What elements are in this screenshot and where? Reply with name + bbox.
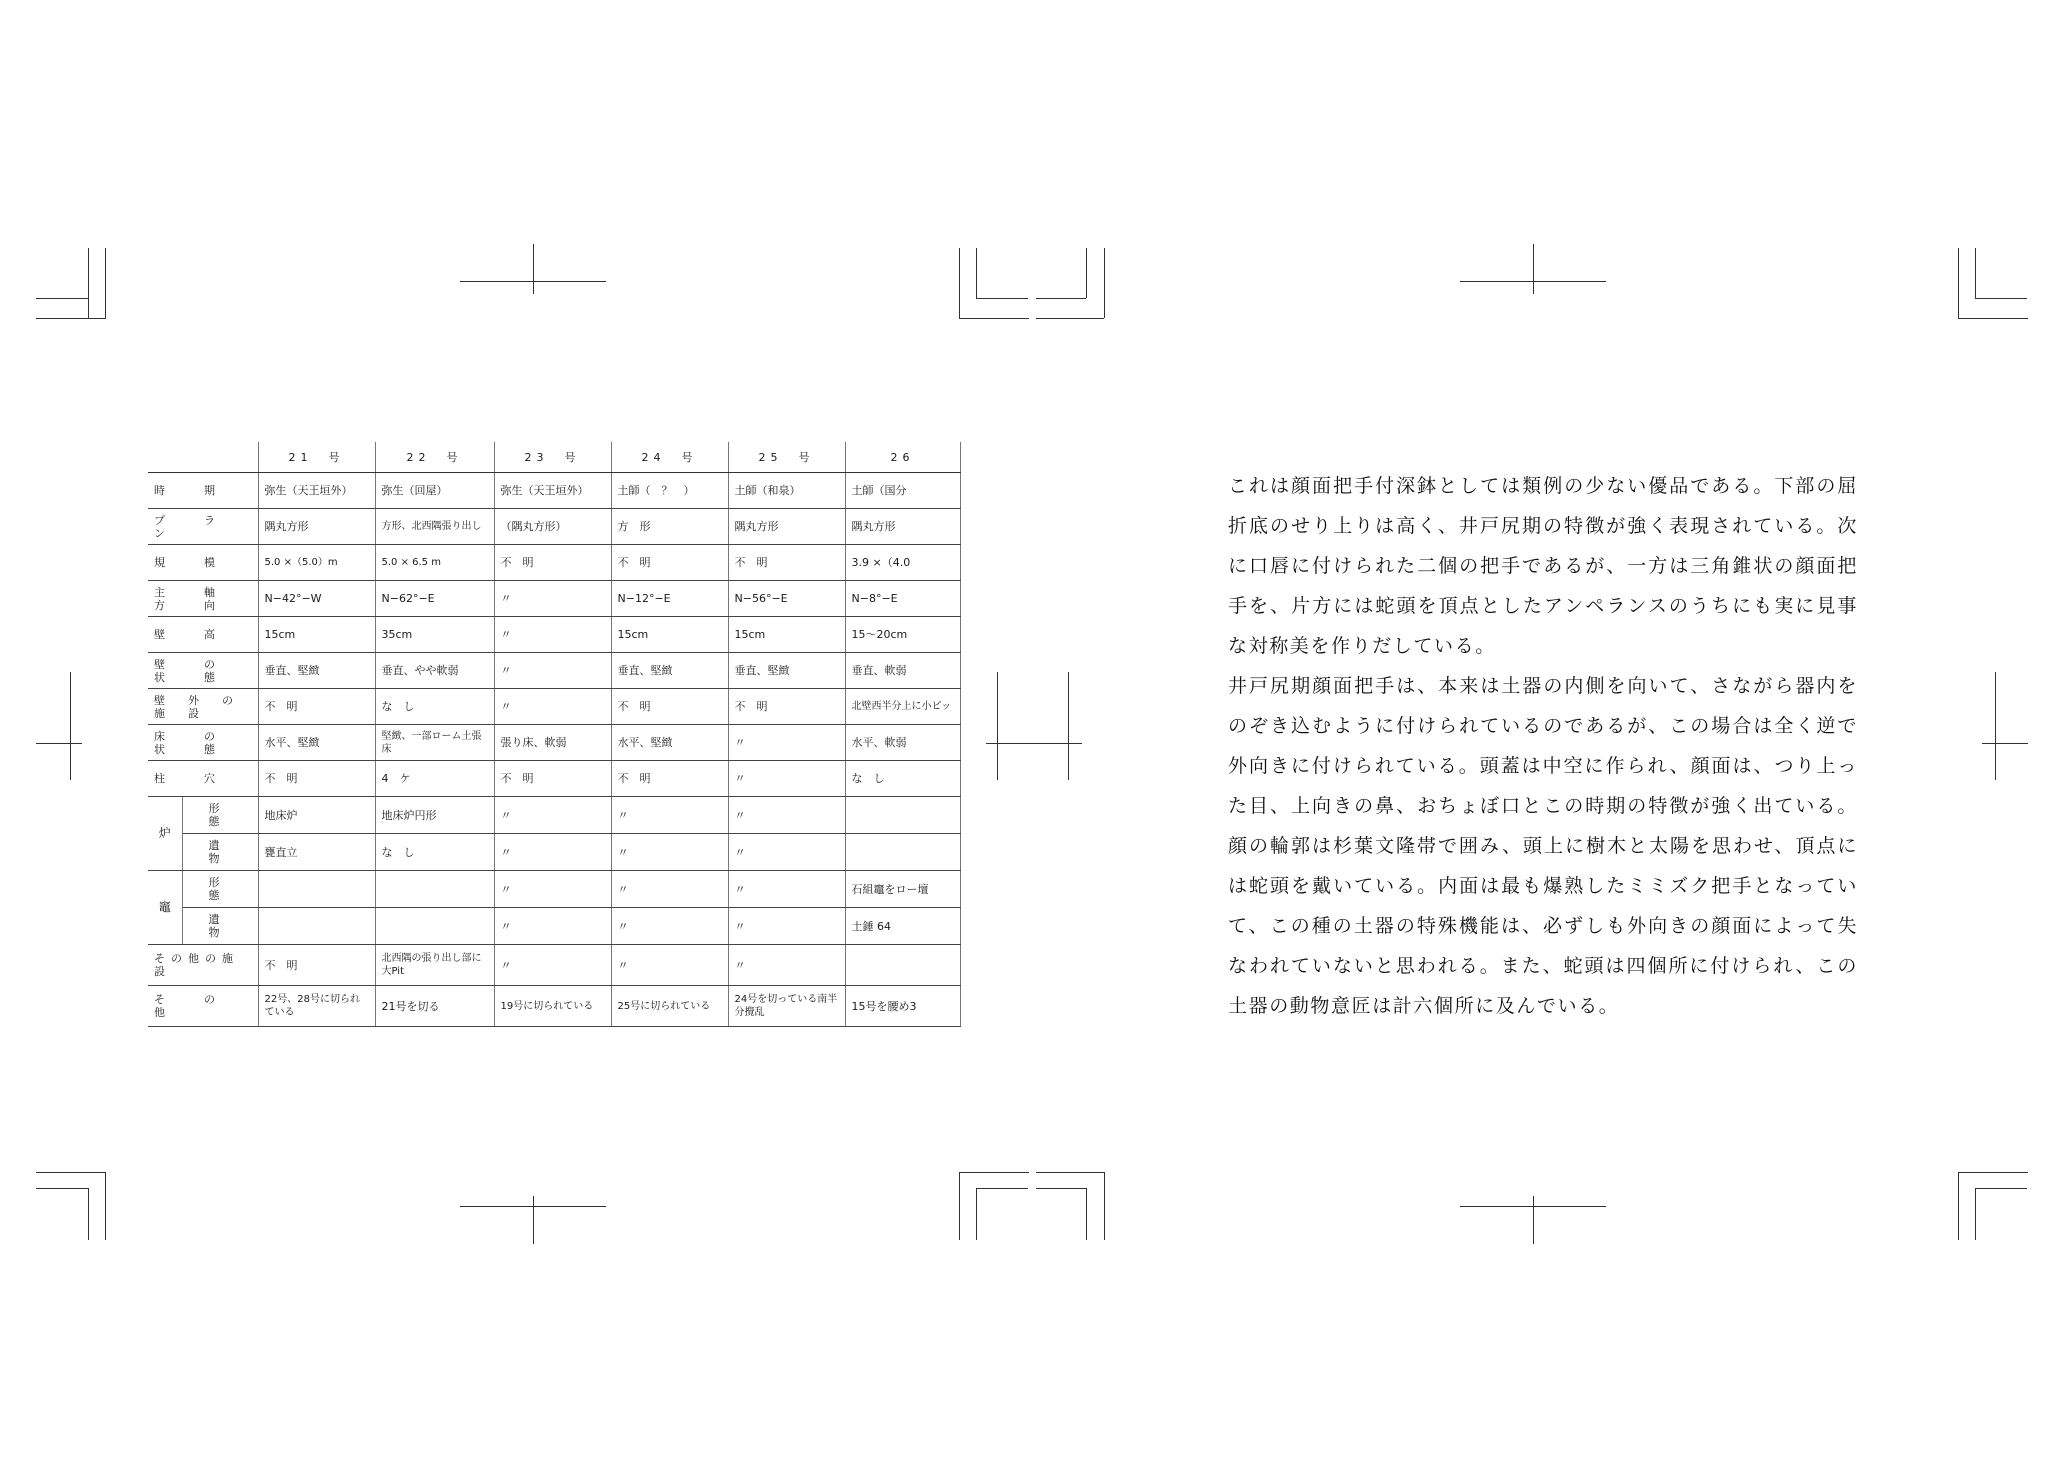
crop-mark [1975, 1188, 1976, 1240]
crop-mark [1982, 743, 2028, 744]
crop-mark [105, 248, 106, 318]
table-cell [375, 908, 494, 945]
crop-mark [1036, 1172, 1104, 1173]
crop-mark [533, 1196, 534, 1244]
table-cell: 22号、28号に切られている [258, 986, 375, 1027]
table-cell: 堅緻、一部ローム土張床 [375, 725, 494, 761]
table-cell: 15cm [258, 617, 375, 653]
row-label: 時 期 [148, 473, 258, 509]
crop-mark [959, 248, 960, 318]
table-cell: N−62°−E [375, 581, 494, 617]
table-cell: な し [845, 761, 960, 797]
table-row [148, 509, 960, 545]
crop-mark [105, 1172, 106, 1240]
table-cell: 甕直立 [258, 834, 375, 871]
table-row [148, 545, 960, 581]
table-cell: 水平、堅緻 [611, 725, 728, 761]
table-row [148, 871, 960, 908]
table-cell: 〃 [494, 653, 611, 689]
crop-mark [1036, 298, 1086, 299]
table-cell [258, 871, 375, 908]
group-label: 炉 [148, 797, 182, 871]
crop-mark [997, 672, 998, 780]
table-cell: 3.9 ×（4.0 [845, 545, 960, 581]
table-cell: 隅丸方形 [845, 509, 960, 545]
table-cell: 5.0 ×（5.0）m [258, 545, 375, 581]
table-cell: 15cm [728, 617, 845, 653]
crop-mark [36, 1172, 106, 1173]
crop-mark [976, 298, 1028, 299]
table-cell: 垂直、やや軟弱 [375, 653, 494, 689]
table-cell: 35cm [375, 617, 494, 653]
table-cell: 弥生（天王垣外） [258, 473, 375, 509]
table-cell: 土錘 64 [845, 908, 960, 945]
crop-mark [1975, 1188, 2027, 1189]
table-cell: 石組竈をロー壇 [845, 871, 960, 908]
crop-mark [1086, 248, 1087, 298]
table-cell: 〃 [494, 908, 611, 945]
row-label: プ ラ ン [148, 509, 258, 545]
crop-mark [959, 318, 1029, 319]
table-cell: 方形、北西隅張り出し [375, 509, 494, 545]
table-cell: 15号を腰め3 [845, 986, 960, 1027]
crop-mark [1036, 1188, 1086, 1189]
table-cell: 不 明 [611, 761, 728, 797]
row-label: 壁 の 状 態 [148, 653, 258, 689]
table-cell: 不 明 [494, 761, 611, 797]
table-cell: 〃 [728, 908, 845, 945]
table-cell: 〃 [494, 689, 611, 725]
table-header-cell [148, 442, 258, 473]
table-cell [375, 871, 494, 908]
table-cell: 15〜20cm [845, 617, 960, 653]
crop-mark [1995, 672, 1996, 780]
table-row [148, 617, 960, 653]
row-label: 遺 物 [182, 834, 258, 871]
crop-mark [533, 244, 534, 294]
table-cell: 土師（ ？ ） [611, 473, 728, 509]
crop-mark [1958, 1172, 2028, 1173]
crop-mark [959, 1172, 960, 1240]
crop-mark [1958, 248, 1959, 318]
crop-mark [1958, 1172, 1959, 1240]
table-cell: 不 明 [611, 545, 728, 581]
table-cell: 水平、軟弱 [845, 725, 960, 761]
crop-mark [1975, 298, 2027, 299]
table-cell: N−56°−E [728, 581, 845, 617]
table-cell: 張り床、軟弱 [494, 725, 611, 761]
table-cell: 垂直、堅緻 [611, 653, 728, 689]
table-cell: 21号を切る [375, 986, 494, 1027]
crop-mark [1533, 244, 1534, 294]
table-cell: 水平、堅緻 [258, 725, 375, 761]
table-cell: な し [375, 689, 494, 725]
table-cell: 北西隅の張り出し部に大Pit [375, 945, 494, 986]
table-header-cell: 23 号 [494, 442, 611, 473]
table-cell: な し [375, 834, 494, 871]
table-row [148, 689, 960, 725]
paragraph: 井戸尻期顔面把手は、本来は土器の内側を向いて、さながら器内をのぞき込むように付けられているのであるが、この場合は全く逆で外向きに付けられている。頭蓋は中空に作られ、顔面は、つり上った目、上向きの鼻、おちょぼ口とこの時期の特徴が強く出ている。顔の輪郭は杉葉文隆帯で囲み、頭上に樹木と太陽を思わせ、頂点には蛇頭を戴いている。内面は最も爆熟したミミズク把手となっていて、この種の土器の特殊機能は、必ずしも外向きの顔面によって失なわれていないと思われる。また、蛇頭は四個所に付けられ、この土器の動物意匠は計六個所に及んでいる。 [1228, 675, 1858, 1017]
table-cell [258, 908, 375, 945]
table-cell: 〃 [728, 797, 845, 834]
crop-mark [959, 1172, 1029, 1173]
table-cell [845, 945, 960, 986]
row-label: 形 態 [182, 871, 258, 908]
table-cell: 〃 [494, 945, 611, 986]
table-header-cell: 25 号 [728, 442, 845, 473]
crop-mark [70, 672, 71, 780]
table-cell: 不 明 [258, 761, 375, 797]
table-cell: 〃 [494, 617, 611, 653]
table-row [148, 581, 960, 617]
crop-mark [1068, 672, 1069, 780]
crop-mark [976, 1188, 1028, 1189]
table-cell: 〃 [611, 834, 728, 871]
row-label: 壁 高 [148, 617, 258, 653]
table-cell: 土師（国分 [845, 473, 960, 509]
table-cell: 〃 [611, 797, 728, 834]
table-cell: 北壁西半分上に小ピッ [845, 689, 960, 725]
crop-mark [1086, 1188, 1087, 1240]
row-label: 遺 物 [182, 908, 258, 945]
dwelling-attributes-table [148, 442, 961, 1027]
table-header-cell: 26 [845, 442, 960, 473]
table-header-row [148, 442, 960, 473]
table-row [148, 761, 960, 797]
row-label: 柱 穴 [148, 761, 258, 797]
table-cell: 24号を切っている南半分攪乱 [728, 986, 845, 1027]
crop-mark [1036, 318, 1104, 319]
table-cell: 垂直、堅緻 [258, 653, 375, 689]
table-row [148, 653, 960, 689]
crop-mark [976, 1188, 977, 1240]
table-cell: 地床炉円形 [375, 797, 494, 834]
table-cell: 〃 [728, 761, 845, 797]
table-cell: 〃 [611, 945, 728, 986]
row-label: 床 の 状 態 [148, 725, 258, 761]
crop-mark [1975, 248, 1976, 298]
table-cell: 不 明 [258, 945, 375, 986]
table-row [148, 986, 960, 1027]
table-cell: （隅丸方形） [494, 509, 611, 545]
table-cell: 〃 [611, 908, 728, 945]
table-cell: N−8°−E [845, 581, 960, 617]
crop-mark [976, 248, 977, 298]
table-cell: 弥生（天王垣外） [494, 473, 611, 509]
row-label: 主 軸 方 向 [148, 581, 258, 617]
table-cell: 隅丸方形 [258, 509, 375, 545]
crop-mark [1104, 1172, 1105, 1240]
table-cell: 不 明 [494, 545, 611, 581]
table-cell: 〃 [728, 834, 845, 871]
table-cell [845, 797, 960, 834]
table-cell: 垂直、軟弱 [845, 653, 960, 689]
table-cell: 5.0 × 6.5 m [375, 545, 494, 581]
row-label: 壁 外 の 施 設 [148, 689, 258, 725]
table-cell: 〃 [728, 945, 845, 986]
row-label: その他の施設 [148, 945, 258, 986]
crop-mark [36, 298, 88, 299]
crop-mark [88, 1188, 89, 1240]
crop-mark [36, 1188, 88, 1189]
table-row [148, 797, 960, 834]
body-text [1228, 466, 1858, 1026]
crop-mark [1958, 318, 2028, 319]
table-cell: 19号に切られている [494, 986, 611, 1027]
table-cell: 弥生（回屋） [375, 473, 494, 509]
table-row [148, 945, 960, 986]
table-header-cell: 24 号 [611, 442, 728, 473]
table-row [148, 473, 960, 509]
table-cell [845, 834, 960, 871]
paragraph: これは顔面把手付深鉢としては類例の少ない優品である。下部の屈折底のせり上りは高く、井戸尻期の特徴が強く表現されている。次に口唇に付けられた二個の把手であるが、一方は三角錐状の顔面把手を、片方には蛇頭を頂点としたアンペランスのうちにも実に見事な対称美を作りだしている。 [1228, 475, 1858, 657]
table-cell: 不 明 [258, 689, 375, 725]
table-cell: N−42°−W [258, 581, 375, 617]
table-header-cell: 22 号 [375, 442, 494, 473]
table-cell: 地床炉 [258, 797, 375, 834]
table-cell: 〃 [611, 871, 728, 908]
table-cell: 垂直、堅緻 [728, 653, 845, 689]
table-header-cell: 21 号 [258, 442, 375, 473]
crop-mark [36, 318, 106, 319]
table-row [148, 908, 960, 945]
table-cell: 15cm [611, 617, 728, 653]
row-label: そ の 他 [148, 986, 258, 1027]
table-cell: 〃 [494, 581, 611, 617]
row-label: 規 模 [148, 545, 258, 581]
table-cell: 〃 [494, 871, 611, 908]
table-cell: 不 明 [611, 689, 728, 725]
table-row [148, 834, 960, 871]
table-cell: 方 形 [611, 509, 728, 545]
table-cell: 不 明 [728, 689, 845, 725]
crop-mark [36, 743, 82, 744]
table-cell: 25号に切られている [611, 986, 728, 1027]
table-row [148, 725, 960, 761]
table-cell: 4 ケ [375, 761, 494, 797]
dwelling-table-scan [148, 442, 952, 1035]
table-cell: 〃 [728, 871, 845, 908]
crop-mark [88, 248, 89, 318]
table-cell: 土師（和泉） [728, 473, 845, 509]
table-cell: 〃 [494, 797, 611, 834]
table-cell: 隅丸方形 [728, 509, 845, 545]
table-cell: N−12°−E [611, 581, 728, 617]
table-cell: 不 明 [728, 545, 845, 581]
group-label: 竈 [148, 871, 182, 945]
row-label: 形 態 [182, 797, 258, 834]
crop-mark [1104, 248, 1105, 318]
table-cell: 〃 [494, 834, 611, 871]
crop-mark [1533, 1196, 1534, 1244]
table-cell: 〃 [728, 725, 845, 761]
